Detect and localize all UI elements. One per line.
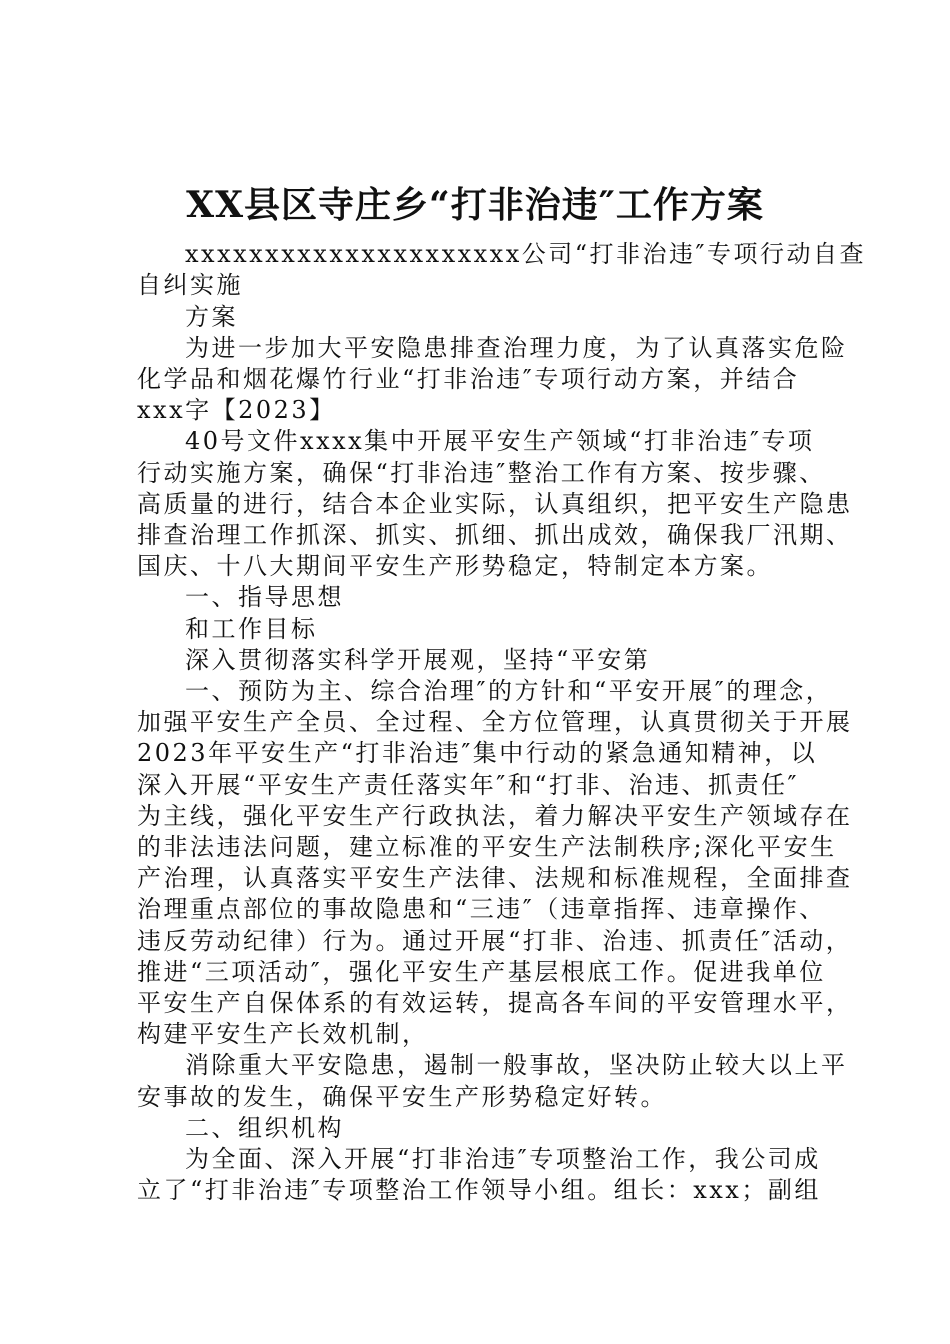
paragraph-line: 安事故的发生，确保平安生产形势稳定好转。 <box>137 1083 667 1111</box>
paragraph-line: 方案 <box>185 303 238 331</box>
paragraph-line: 立了“打非治违″专项整治工作领导小组。组长：xxx；副组 <box>137 1176 821 1204</box>
paragraph-line: 治理重点部位的事故隐患和“三违″（违章指挥、违章操作、 <box>137 895 826 923</box>
paragraph-line: 平安生产自保体系的有效运转，提高各车间的平安管理水平， <box>137 989 853 1017</box>
paragraph-line: xxxxxxxxxxxxxxxxxxxxx公司“打非治违″专项行动自查 <box>185 240 866 268</box>
paragraph-line: 深入贯彻落实科学开展观，坚持“平安第 <box>185 646 651 674</box>
paragraph-line: 违反劳动纪律）行为。通过开展“打非、治违、抓责任″活动， <box>137 927 853 955</box>
paragraph-line: 消除重大平安隐患，遏制一般事故，坚决防止较大以上平 <box>185 1051 848 1079</box>
paragraph-line: 化学品和烟花爆竹行业“打非治违″专项行动方案，并结合 <box>137 365 800 393</box>
paragraph-line: 国庆、十八大期间平安生产形势稳定，特制定本方案。 <box>137 552 773 580</box>
paragraph-line: 40号文件xxxx集中开展平安生产领域“打非治违″专项 <box>185 427 815 455</box>
paragraph-line: xxx字【2023】 <box>137 396 336 424</box>
paragraph-line: 2023年平安生产“打非治违″集中行动的紧急通知精神，以 <box>137 739 818 767</box>
paragraph-line: 产治理，认真落实平安生产法律、法规和标准规程，全面排查 <box>137 864 853 892</box>
section-heading: 二、组织机构 <box>185 1114 344 1142</box>
paragraph-line: 和工作目标 <box>185 615 318 643</box>
paragraph-line: 为全面、深入开展“打非治违″专项整治工作，我公司成 <box>185 1145 821 1173</box>
paragraph-line: 推进“三项活动″，强化平安生产基层根底工作。促进我单位 <box>137 958 826 986</box>
paragraph-line: 的非法违法问题，建立标准的平安生产法制秩序;深化平安生 <box>137 833 837 861</box>
paragraph-line: 自纠实施 <box>137 271 243 299</box>
paragraph-line: 行动实施方案，确保“打非治违″整治工作有方案、按步骤、 <box>137 459 826 487</box>
section-heading: 一、指导思想 <box>185 583 344 611</box>
paragraph-line: 构建平安生产长效机制， <box>137 1020 429 1048</box>
paragraph-line: 深入开展“平安生产责任落实年″和“打非、治违、抓责任″ <box>137 771 799 799</box>
paragraph-line: 排查治理工作抓深、抓实、抓细、抓出成效，确保我厂汛期、 <box>137 521 853 549</box>
paragraph-line: 为进一步加大平安隐患排查治理力度，为了认真落实危险 <box>185 334 848 362</box>
document-title: XX县区寺庄乡“打非治违″工作方案 <box>186 184 764 226</box>
paragraph-line: 为主线，强化平安生产行政执法，着力解决平安生产领域存在 <box>137 802 853 830</box>
paragraph-line: 加强平安生产全员、全过程、全方位管理，认真贯彻关于开展 <box>137 708 853 736</box>
paragraph-line: 一、预防为主、综合治理″的方针和“平安开展″的理念， <box>185 677 833 705</box>
paragraph-line: 高质量的进行，结合本企业实际，认真组织，把平安生产隐患 <box>137 490 853 518</box>
